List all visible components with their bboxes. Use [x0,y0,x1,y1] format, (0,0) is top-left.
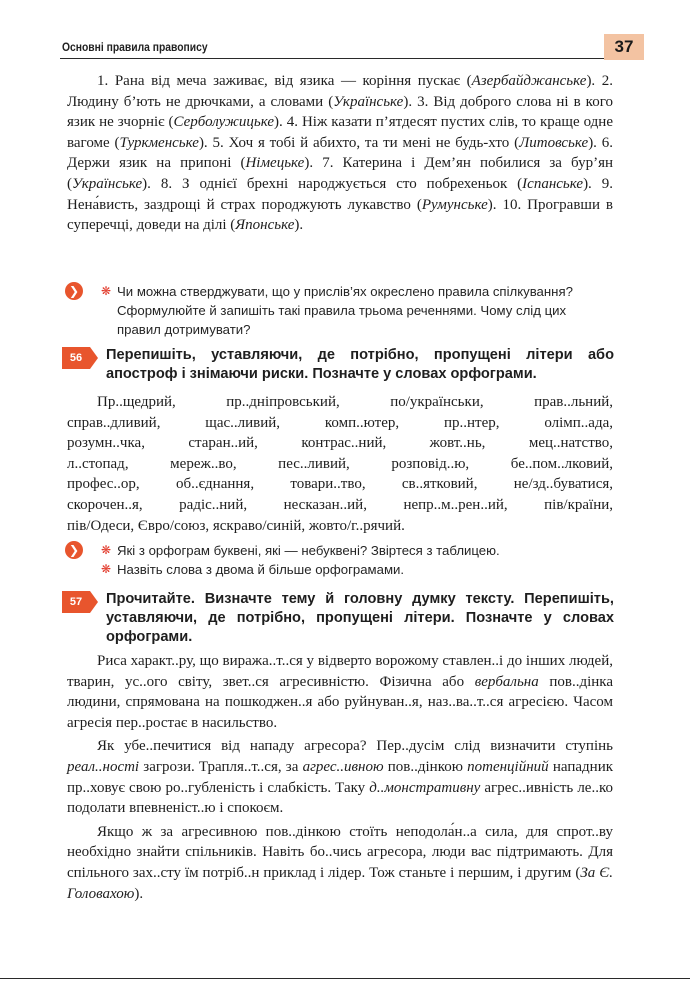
question-text: Назвіть слова з двома й більше орфограмами. [117,562,405,577]
text-run: загрози. Трапля..т..ся, за [139,758,303,775]
proverb-text: 8. З однієї брехні народжується сто побрехеньок ( [160,175,523,192]
proverbs-paragraph [67,71,613,236]
proverb-origin: Румунське [421,196,488,213]
page-number: 37 [604,34,644,60]
proverb-origin: Японське [235,217,295,234]
proverb-text: 5. Хоч я тобі й абихто, та ти мені не будь-хто ( [212,134,520,151]
proverb-punct: ). [583,175,602,192]
text-57 [67,651,613,904]
text-run: пов..дінка людини, спрямована на пошкоджен..я або руйнуван..я, наз..ва..т..ся агресією. Часом агресія пер..ростає в насильство. [67,673,613,731]
question-item [101,560,613,579]
text-paragraph-1 [67,651,613,733]
proverb-origin: Іспанське [522,175,584,192]
text-run: Якщо ж за агресивною пов..дінкою стоїть неподола́н..а сила, для спрот..ву необхідно знайти спільників. Навіть бо..чись агресора, люди вас підтримають. Для спільного зах..сту їм потріб..н приклад і лідер. Тож станьте і першим, і другим ( [67,823,613,881]
arrow-icon [65,541,83,559]
page-header [60,34,644,64]
text-run: Як убе..печитися від нападу агресора? Пер..дусім слід визначити ступінь [97,738,613,755]
task-instruction: Прочитайте. Визначте тему й головну думку тексту. Перепишіть, уставляючи, де потрібно, пропущені літери. Позначте у словах орфограми. [106,591,614,645]
proverb-origin: Українське [72,175,143,192]
proverb-origin: Азербайджанське [471,73,587,89]
proverb-text: 9. Нена́висть, заздрощі й страх породжують лукавство ( [67,175,613,213]
proverb-punct: ). [198,134,213,151]
proverb-text: 2. Людину б’ють не дрючками, а словами ( [67,73,614,110]
task-instruction: Перепишіть, уставляючи, де потрібно, пропущені літери або апостроф і знімаючи риски. Позначте у словах орфограми. [106,347,614,382]
proverb-punct: ). [294,217,304,234]
proverb-punct: ). [142,175,161,192]
exercise-line: скорочен..я, радіс..ний, несказан..ий, непр..м..рен..ий, пів/країни, [67,496,613,513]
exercise-line: Пр..щедрий, пр..дніпровський, по/українськи, прав..льний, [97,394,613,410]
text-run: ). [134,885,144,902]
text-run: агрес..ивність ле..ко подолати впевненіст..ю і спокоєм. [67,779,613,817]
proverb-origin: Українське [333,93,404,110]
question-item [101,541,613,560]
text-run: нападник пр..ховує свою ро..губленість і слабкість. Таку [67,758,614,796]
exercise-line: розумн..чка, старан..ий, контрас..ний, жовт..нь, мец..натство, [67,435,613,452]
bullet-icon: ❋ [101,284,112,298]
text-paragraph-2 [67,736,613,818]
question-list-1 [101,282,613,339]
text-run: пов..дінкою [383,758,468,775]
proverb-text: 7. Катерина і Дем’ян побилися за бур’ян ( [67,155,614,192]
proverb-text: 10. Програвши в суперечці, доведи на ділі ( [67,196,614,234]
italic-term: реал..ності [67,758,140,775]
source-attribution: За Є. Головахою [67,864,613,902]
exercise-text [67,392,613,536]
text-paragraph-3 [67,822,613,904]
proverb-text: 3. Від доброго слова ні в кого язик не зчорніє ( [67,93,613,131]
exercise-words [67,392,613,536]
proverb-origin: Німецьке [245,155,305,172]
task-number-badge: 57 [62,591,90,613]
arrow-icon [65,282,83,300]
proverb-punct: ). [304,155,323,172]
question-text: Які з орфограм буквені, які — небуквені? Звіртеся з таблицею. [117,543,500,558]
proverb-text: 6. Держи язик на припоні ( [67,134,614,172]
footer-rule [0,978,690,979]
proverb-text: 1. Рана від меча заживає, від язика — коріння пускає ( [97,73,472,89]
proverb-origin: Серболужицьке [173,114,274,131]
exercise-line: пів/Одеси, Євро/союз, яскраво/синій, жовто/г..рячий. [67,517,405,534]
section-title: Основні правила правопису [62,40,208,54]
proverb-punct: ). [403,93,418,110]
exercise-line: справ..дливий, щас..ливий, комп..ютер, пр..нтер, олімп..ада, [67,414,613,431]
italic-term: потенційний [467,758,549,775]
proverb-origin: Туркменське [119,134,199,151]
proverbs-text [67,71,613,236]
bullet-icon: ❋ [101,543,112,557]
proverb-punct: ). [586,73,602,89]
italic-term: агрес..ивною [302,758,384,775]
arrow-glyph: ❯ [68,543,80,557]
question-item [101,282,613,339]
italic-term: вербальна [474,673,539,690]
proverb-punct: ). [588,134,602,151]
proverb-text: 4. Ніж казати п’ятдесят пустих слів, то краще одне вагоме ( [67,114,613,151]
exercise-line: профес..ор, об..єднання, товари..тво, св..ятковий, не/зд..буватися, [67,476,613,493]
text-run: Риса характ..ру, що виража..т..ся у відверто ворожому ставлен..і до інших людей, тварин, ус..ого світу, звет..ся агресивністю. Фізична або [67,653,613,690]
exercise-line: л..стопад, мереж..во, пес..ливий, розповід..ю, бе..пом..лковий, [67,455,613,472]
question-list-2 [101,541,613,579]
proverb-punct: ). [487,196,503,213]
proverb-origin: Литовське [519,134,589,151]
header-rule [60,58,604,59]
arrow-glyph: ❯ [68,284,80,298]
bullet-icon: ❋ [101,562,112,576]
task-number-badge: 56 [62,347,90,369]
proverb-punct: ). [274,114,287,131]
question-text: Чи можна стверджувати, що у прислів’ях окреслено правила спілкування? Сформулюйте й запишіть такі правила трьома реченнями. Чому слід цих правил дотримувати? [117,284,573,337]
italic-term: д..монстративну [369,779,481,796]
